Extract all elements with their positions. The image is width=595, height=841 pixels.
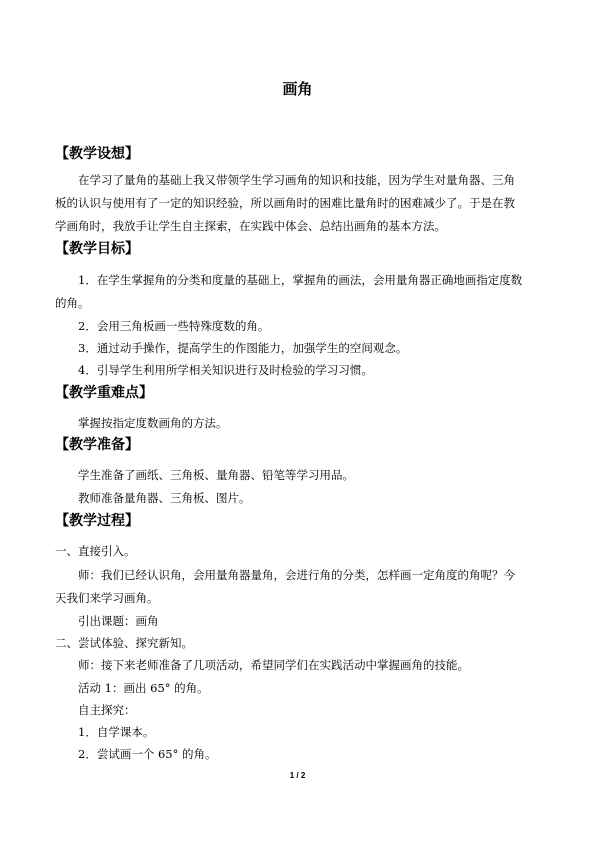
section-heading-process: 【教学过程】 (55, 513, 139, 529)
section-heading-design: 【教学设想】 (55, 146, 139, 162)
section-heading-key: 【教学重难点】 (55, 385, 153, 401)
paragraph-line: 的角。 (55, 296, 90, 310)
section-heading-prep: 【教学准备】 (55, 437, 139, 453)
paragraph-line: 1．在学生掌握角的分类和度量的基础上，掌握角的画法，会用量角器正确地画指定度数 (78, 273, 523, 287)
paragraph-line: 自主探究： (78, 703, 136, 717)
paragraph-line: 掌握按指定度数画角的方法。 (78, 416, 228, 430)
paragraph-line: 2．尝试画一个 65° 的角。 (78, 747, 217, 761)
paragraph-line: 一、直接引入。 (55, 544, 136, 558)
paragraph-line: 板的认识与使用有了一定的知识经验，所以画角时的困难比量角时的困难减少了。于是在教 (55, 196, 515, 210)
paragraph-line: 二、尝试体验、探究新知。 (55, 636, 193, 650)
paragraph-line: 3．通过动手操作，提高学生的作图能力，加强学生的空间观念。 (78, 341, 408, 355)
paragraph-line: 教师准备量角器、三角板、图片。 (78, 491, 251, 505)
page-number: 1 / 2 (289, 771, 306, 780)
paragraph-line: 在学习了量角的基础上我又带领学生学习画角的知识和技能，因为学生对量角器、三角 (78, 173, 515, 187)
document-title: 画角 (282, 80, 313, 98)
paragraph-line: 天我们来学习画角。 (55, 591, 159, 605)
paragraph-line: 引出课题：画角 (78, 614, 159, 628)
paragraph-line: 学生准备了画纸、三角板、量角器、铅笔等学习用品。 (78, 468, 354, 482)
paragraph-line: 4．引导学生利用所学相关知识进行及时检验的学习习惯。 (78, 363, 373, 377)
paragraph-line: 活动 1：画出 65° 的角。 (78, 681, 209, 695)
paragraph-line: 师：我们已经认识角，会用量角器量角，会进行角的分类，怎样画一定角度的角呢？今 (78, 568, 515, 582)
paragraph-line: 学画角时，我放手让学生自主探索，在实践中体会、总结出画角的基本方法。 (55, 219, 446, 233)
paragraph-line: 师：接下来老师准备了几项活动，希望同学们在实践活动中掌握画角的技能。 (78, 658, 469, 672)
section-heading-goals: 【教学目标】 (55, 241, 139, 257)
paragraph-line: 1．自学课本。 (78, 725, 155, 739)
paragraph-line: 2．会用三角板画一些特殊度数的角。 (78, 319, 270, 333)
